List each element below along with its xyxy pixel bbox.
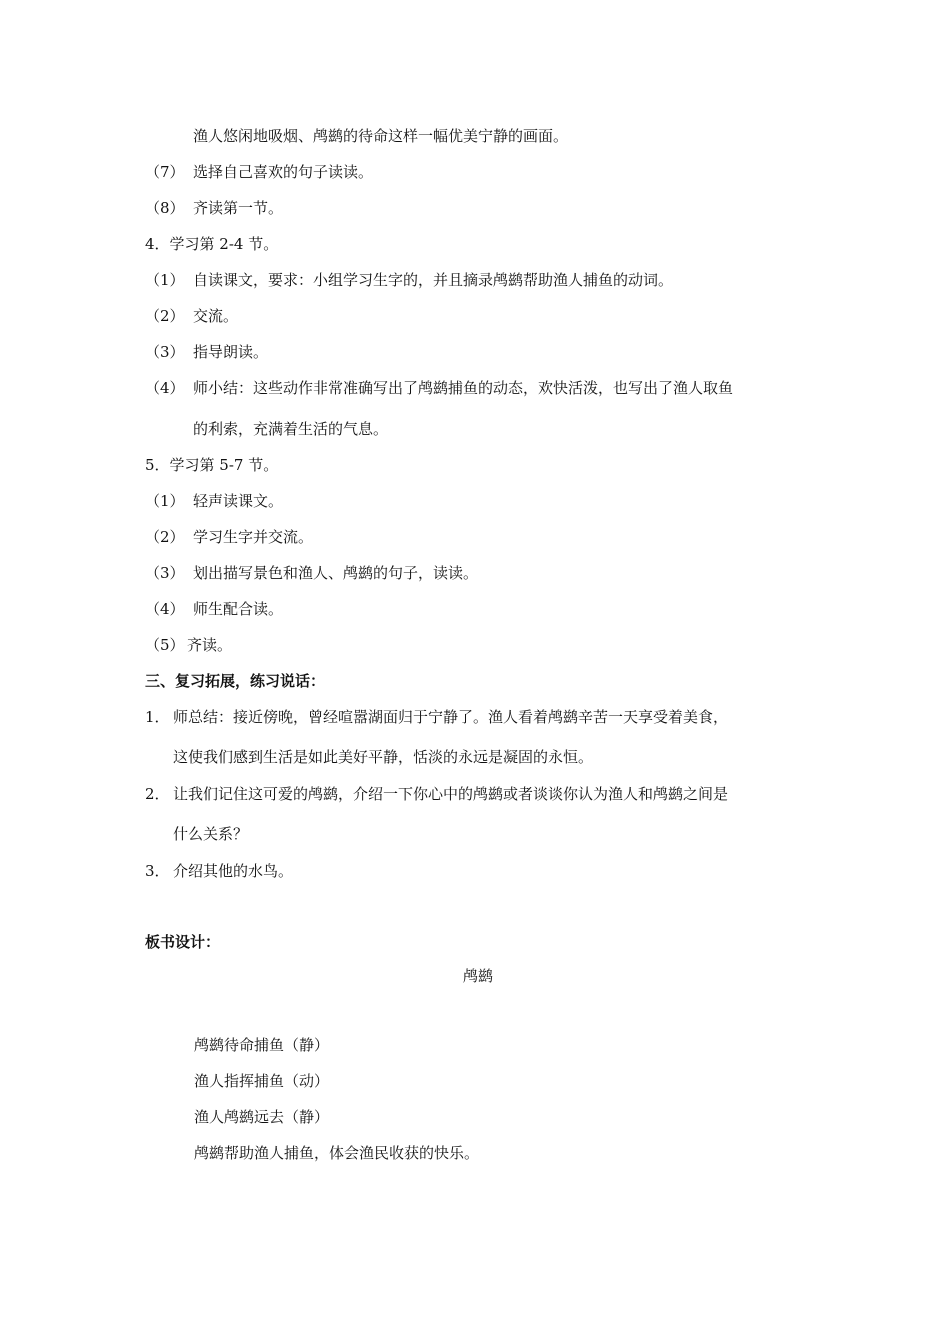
list-item bbox=[145, 784, 728, 804]
board-line: 渔人鸬鹚远去（静） bbox=[194, 1108, 330, 1126]
board-line: 渔人指挥捕鱼（动） bbox=[194, 1072, 330, 1090]
item-number: （7） bbox=[145, 163, 185, 181]
item-number: （5） bbox=[145, 636, 185, 654]
item-number: 3． bbox=[145, 862, 170, 880]
item-text: 轻声读课文。 bbox=[193, 492, 284, 510]
item-text: 介绍其他的水鸟。 bbox=[173, 862, 294, 880]
item-text: 指导朗读。 bbox=[193, 343, 269, 361]
item-text: 让我们记住这可爱的鸬鹚，介绍一下你心中的鸬鹚或者谈谈你认为渔人和鸬鹚之间是 bbox=[173, 785, 729, 803]
continuation-line: 渔人悠闲地吸烟、鸬鹚的待命这样一幅优美宁静的画面。 bbox=[193, 127, 569, 145]
continuation-line: 的利索，充满着生活的气息。 bbox=[193, 420, 389, 438]
list-item bbox=[145, 527, 313, 547]
list-item bbox=[145, 342, 268, 362]
step-5-heading: 5．学习第 5-7 节。 bbox=[145, 456, 279, 474]
item-number: （4） bbox=[145, 600, 185, 618]
step-4-heading: 4．学习第 2-4 节。 bbox=[145, 235, 279, 253]
list-item bbox=[145, 563, 478, 583]
list-item bbox=[145, 378, 733, 398]
list-item bbox=[145, 491, 283, 511]
item-number: （1） bbox=[145, 492, 185, 510]
item-text: 师生配合读。 bbox=[193, 600, 284, 618]
item-number: （2） bbox=[145, 528, 185, 546]
item-number: （4） bbox=[145, 379, 185, 397]
section-3-heading: 三、复习拓展，练习说话： bbox=[145, 672, 326, 690]
item-number: 1． bbox=[145, 708, 170, 726]
item-text: 自读课文，要求：小组学习生字的，并且摘录鸬鹚帮助渔人捕鱼的动词。 bbox=[193, 271, 674, 289]
list-item-8 bbox=[145, 198, 283, 218]
board-title: 鸬鹚 bbox=[463, 967, 494, 985]
item-text: 齐读。 bbox=[187, 636, 233, 654]
item-number: （1） bbox=[145, 271, 185, 289]
list-item-7 bbox=[145, 162, 373, 182]
list-item bbox=[145, 270, 673, 290]
item-text: 齐读第一节。 bbox=[193, 199, 284, 217]
item-number: 2． bbox=[145, 785, 170, 803]
item-text: 师小结：这些动作非常准确写出了鸬鹚捕鱼的动态，欢快活泼，也写出了渔人取鱼 bbox=[193, 379, 734, 397]
list-item bbox=[145, 635, 232, 655]
item-number: （8） bbox=[145, 199, 185, 217]
board-line: 鸬鹚待命捕鱼（静） bbox=[194, 1036, 330, 1054]
continuation-line: 这使我们感到生活是如此美好平静，恬淡的永远是凝固的永恒。 bbox=[173, 748, 594, 766]
item-text: 交流。 bbox=[193, 307, 239, 325]
item-text: 选择自己喜欢的句子读读。 bbox=[193, 163, 374, 181]
list-item bbox=[145, 707, 728, 727]
item-number: （3） bbox=[145, 564, 185, 582]
board-design-heading: 板书设计： bbox=[145, 933, 221, 951]
item-text: 划出描写景色和渔人、鸬鹚的句子，读读。 bbox=[193, 564, 479, 582]
item-number: （3） bbox=[145, 343, 185, 361]
continuation-line: 什么关系？ bbox=[173, 825, 249, 843]
board-line: 鸬鹚帮助渔人捕鱼，体会渔民收获的快乐。 bbox=[194, 1144, 480, 1162]
list-item bbox=[145, 599, 283, 619]
item-text: 学习生字并交流。 bbox=[193, 528, 314, 546]
item-number: （2） bbox=[145, 307, 185, 325]
item-text: 师总结：接近傍晚，曾经喧嚣湖面归于宁静了。渔人看着鸬鹚辛苦一天享受着美食， bbox=[173, 708, 729, 726]
list-item bbox=[145, 306, 238, 326]
list-item bbox=[145, 861, 293, 881]
